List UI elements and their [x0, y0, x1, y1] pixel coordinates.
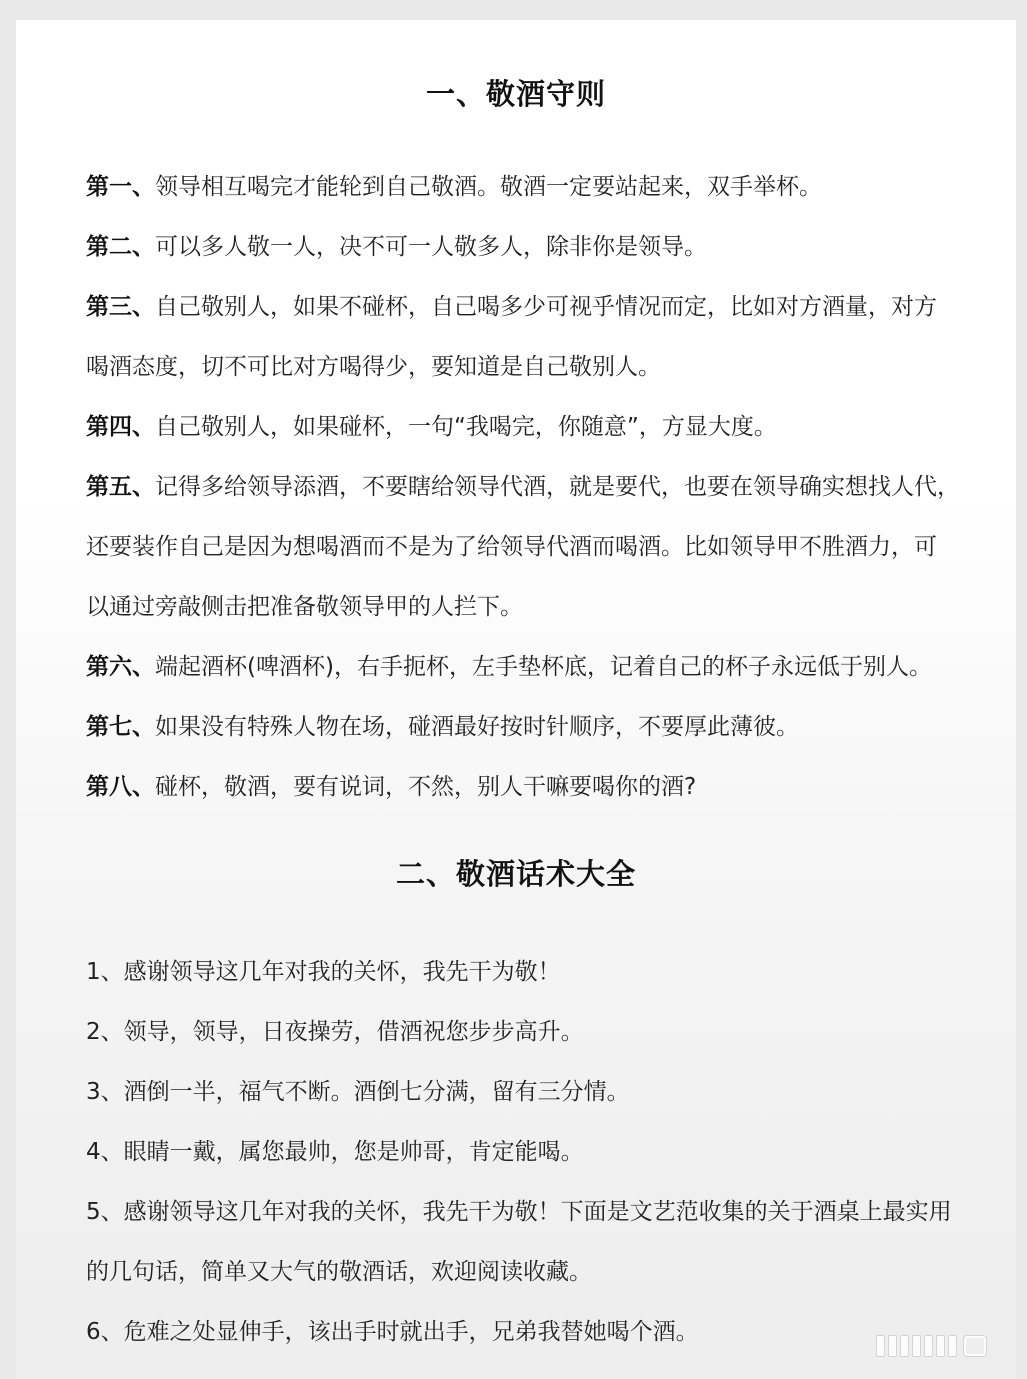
phrase-4: 4、眼睛一戴，属您最帅，您是帅哥，肯定能喝。	[86, 1139, 584, 1165]
rule-3	[86, 292, 1001, 322]
watermark-bar-icon	[912, 1335, 921, 1357]
rule-7-text: 如果没有特殊人物在场，碰酒最好按时针顺序，不要厚此薄彼。	[155, 714, 799, 740]
rule-7	[86, 712, 1001, 742]
rule-6-text: 端起酒杯(啤酒杯)，右手扼杯，左手垫杯底，记着自己的杯子永远低于别人。	[155, 654, 932, 680]
rule-1	[86, 172, 1001, 202]
watermark-box-icon	[964, 1336, 986, 1356]
rule-6	[86, 652, 1001, 682]
rule-6-lead: 第六、	[86, 654, 155, 680]
phrase-2: 2、领导，领导，日夜操劳，借酒祝您步步高升。	[86, 1019, 584, 1045]
rule-2	[86, 232, 1001, 262]
document-page	[16, 20, 1016, 1379]
watermark-bar-icon	[876, 1335, 885, 1357]
rule-7-lead: 第七、	[86, 714, 155, 740]
rule-8-text: 碰杯，敬酒，要有说词，不然，别人干嘛要喝你的酒?	[155, 774, 697, 800]
rule-5-continued-2: 以通过旁敲侧击把准备敬领导甲的人拦下。	[86, 594, 523, 620]
section1-title: 一、敬酒守则	[425, 77, 606, 111]
rule-5-continued-1: 还要装作自己是因为想喝酒而不是为了给领导代酒而喝酒。比如领导甲不胜酒力，可	[86, 534, 937, 560]
rule-4-text: 自己敬别人，如果碰杯，一句“我喝完，你随意”，方显大度。	[155, 414, 777, 440]
rule-2-lead: 第二、	[86, 234, 155, 260]
watermark-bar-icon	[900, 1335, 909, 1357]
phrase-3: 3、酒倒一半，福气不断。酒倒七分满，留有三分情。	[86, 1079, 630, 1105]
rule-4-lead: 第四、	[86, 414, 155, 440]
rule-5-text-line1: 记得多给领导添酒，不要瞎给领导代酒，就是要代，也要在领导确实想找人代，	[155, 474, 960, 500]
rule-5	[86, 472, 1001, 502]
phrase-5: 5、感谢领导这几年对我的关怀，我先干为敬！下面是文艺范收集的关于酒桌上最实用	[86, 1199, 952, 1225]
rule-3-text-line1: 自己敬别人，如果不碰杯，自己喝多少可视乎情况而定，比如对方酒量，对方	[155, 294, 937, 320]
watermark-bar-icon	[936, 1335, 945, 1357]
rule-8-lead: 第八、	[86, 774, 155, 800]
section2-title: 二、敬酒话术大全	[395, 857, 636, 891]
watermark-logo	[876, 1335, 986, 1357]
phrase-5-continued: 的几句话，简单又大气的敬酒话，欢迎阅读收藏。	[86, 1259, 592, 1285]
watermark-bar-icon	[948, 1335, 957, 1357]
phrase-1: 1、感谢领导这几年对我的关怀，我先干为敬！	[86, 959, 561, 985]
rule-1-text: 领导相互喝完才能轮到自己敬酒。敬酒一定要站起来，双手举杯。	[155, 174, 822, 200]
rule-5-lead: 第五、	[86, 474, 155, 500]
rule-8	[86, 772, 1001, 802]
watermark-bar-icon	[888, 1335, 897, 1357]
rule-3-lead: 第三、	[86, 294, 155, 320]
rule-2-text: 可以多人敬一人，决不可一人敬多人，除非你是领导。	[155, 234, 707, 260]
rule-4	[86, 412, 1001, 442]
rule-1-lead: 第一、	[86, 174, 155, 200]
rule-3-continued: 喝酒态度，切不可比对方喝得少，要知道是自己敬别人。	[86, 354, 661, 380]
watermark-bar-icon	[924, 1335, 933, 1357]
phrase-6: 6、危难之处显伸手，该出手时就出手，兄弟我替她喝个酒。	[86, 1319, 699, 1345]
